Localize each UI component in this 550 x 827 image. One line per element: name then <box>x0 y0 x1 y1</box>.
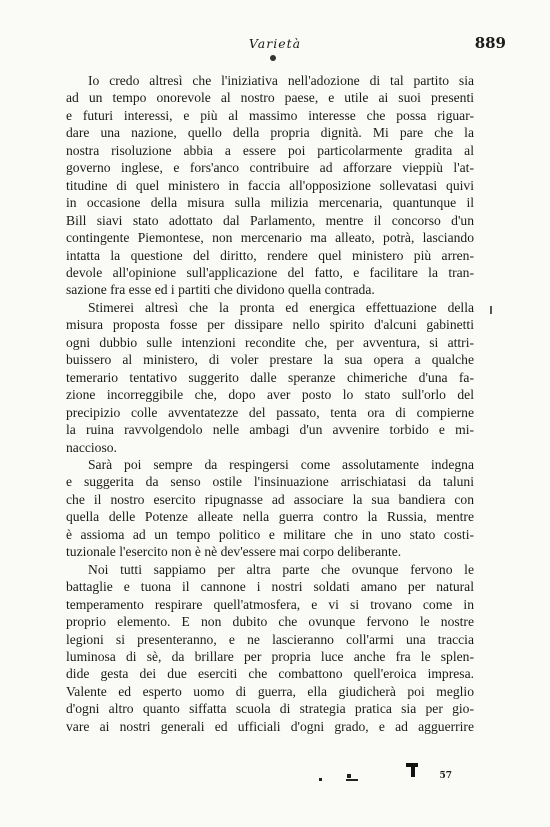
text-line: nostra risoluzione abbia a essere poi particolarmente gradita al <box>66 142 474 158</box>
text-line: devole all'opinione sull'applicazione del fatto, e facilitare la tran- <box>66 264 474 280</box>
page-header <box>0 36 550 56</box>
text-line: sazione fra esse ed i partiti che dividono quella contrada. <box>66 282 375 298</box>
text-line: in occasione della misura sulla milizia mercenaria, quantunque il <box>66 195 474 211</box>
header-ornament <box>270 55 276 61</box>
text-line: precipizio colle avventatezze del passato, tenta ora di compierne <box>66 404 474 420</box>
printer-mark <box>318 768 324 778</box>
text-line: governo inglese, e fors'anco contribuire ad afforzare vieppiù l'at- <box>66 160 474 176</box>
signature-mark: 57 <box>439 771 452 781</box>
text-line: Stimerei altresì che la pronta ed energica effettuazione della <box>88 299 474 315</box>
text-line: Sarà poi sempre da respingersi come assolutamente indegna <box>88 456 474 472</box>
paragraph-4 <box>66 561 474 736</box>
text-line: proprio elemento. E non dubito che ovunque fervono le nostre <box>66 614 474 630</box>
paragraph-2 <box>66 299 474 456</box>
text-line: che il nostro esercito ripugnasse ad associare la sua bandiera con <box>66 491 474 507</box>
text-line: e suggerita da senso ostile l'insinuazione arrischiatasi da taluni <box>66 474 474 490</box>
text-line: vare ai nostri generali ed ufficiali d'ogni grado, e ad agguerrire <box>66 718 474 734</box>
text-line: Io credo altresì che l'iniziativa nell'adozione di tal partito sia <box>88 73 474 88</box>
text-line: temperamento respirare quell'atmosfera, e vi si trovano come in <box>66 596 474 612</box>
text-line: intatta la questione del diritto, rendere quel ministero più arren- <box>66 247 474 263</box>
text-line: misura proposta fosse per dissipare nello spirito d'alcuni gabinetti <box>66 317 474 333</box>
text-line: la ruina ravvolgendolo nelle ambagi d'un avvenire torbido e mi- <box>66 422 474 438</box>
page-number: 889 <box>474 34 506 52</box>
text-line: dare una nazione, quello della propria dignità. Mi pare che la <box>66 125 474 141</box>
running-head: Varietà <box>248 36 302 51</box>
text-line: naccioso. <box>66 439 117 455</box>
text-line: buissero al ministero, di voler prestare la sua opera a qualche <box>66 352 474 368</box>
paragraph-3 <box>66 456 474 561</box>
text-line: legioni si presenteranno, e ne lascieranno coll'armi una traccia <box>66 631 474 647</box>
text-line: luminosa di sè, da brillare per propria luce anche fra le splen- <box>66 648 474 664</box>
text-line: ogni dubbio sulle intenzioni recondite che, per avventura, si attri- <box>66 334 474 350</box>
text-line: titudine di quel ministero in faccia all'opposizione sollevatasi quivi <box>66 177 474 193</box>
text-line: dide gesta dei due eserciti che combattono quell'eroica impresa. <box>66 666 474 682</box>
text-line: Valente ed esperto uomo di guerra, ella giudicherà poi meglio <box>66 683 474 699</box>
text-line: quella delle Potenze alleate nella guerra contro la Russia, mentre <box>66 509 474 525</box>
printer-mark <box>345 768 361 778</box>
text-line: tuzionale l'esercito non è nè dev'essere mai corpo deliberante. <box>66 544 402 560</box>
text-line: Noi tutti sappiamo per altra parte che ovunque fervono le <box>88 561 474 577</box>
text-line: contingente Piemontese, non mercenario ma alleato, potrà, lasciando <box>66 230 474 246</box>
text-line: d'ogni altro quanto siffatta scuola di strategia pratica sia per gio- <box>66 701 474 717</box>
text-line: ad un tempo onorevole al nostro paese, e utile ai suoi presenti <box>66 90 474 106</box>
text-line: temerario tentativo suggerito dalle speranze chimeriche d'una fa- <box>66 369 474 385</box>
margin-mark <box>490 306 492 314</box>
printer-mark <box>405 762 419 772</box>
paragraph-1 <box>66 72 474 299</box>
text-line: Bill siavi stato adottato dal Parlamento, mentre il concorso d'un <box>66 212 474 228</box>
text-line: battaglie e tuona il cannone i nostri soldati amano per natural <box>66 579 474 595</box>
text-line: zione incorreggibile che, dopo aver posto lo stato sull'orlo del <box>66 387 474 403</box>
text-line: è assioma ad un tempo politico e militare che in uno stato costi- <box>66 526 474 542</box>
body-text <box>66 72 474 735</box>
text-line: e futuri interessi, e più al massimo interesse che possa riguar- <box>66 107 474 123</box>
